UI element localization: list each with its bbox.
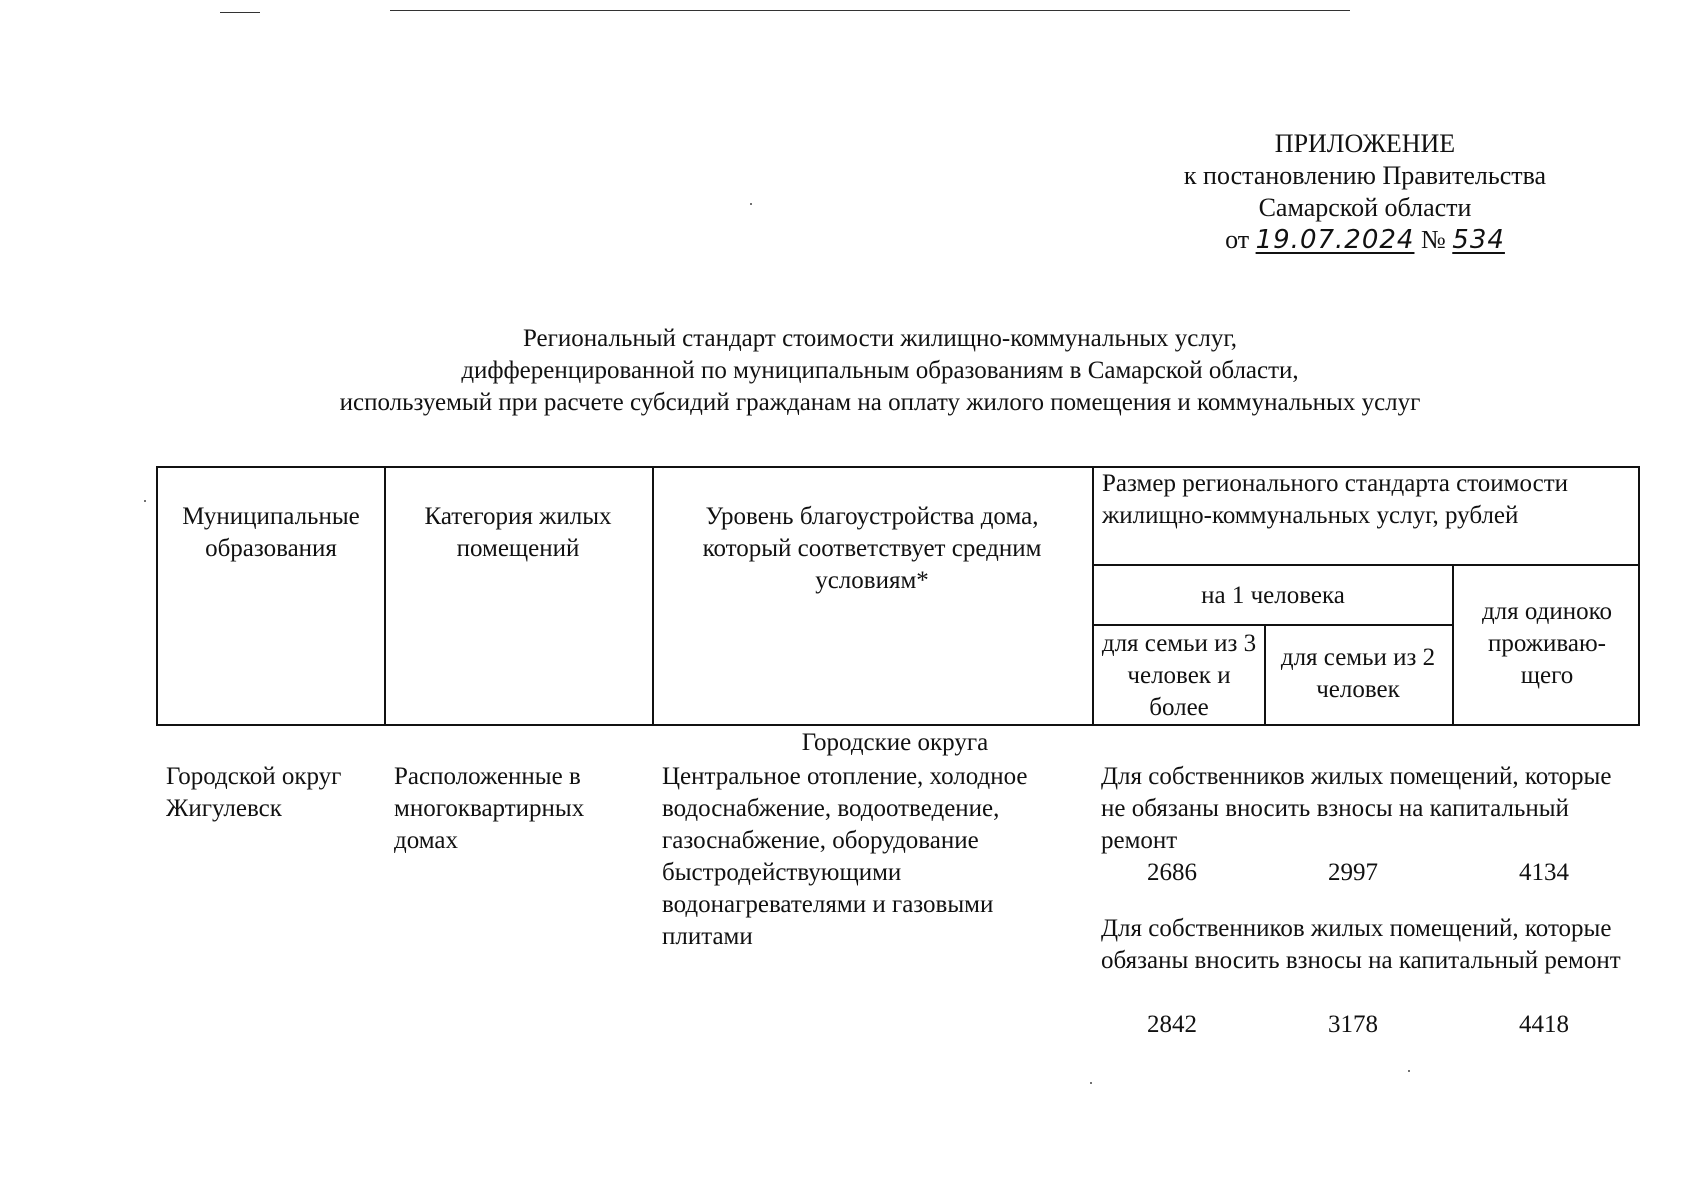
speck	[1408, 1070, 1410, 1072]
col-divider	[652, 468, 654, 726]
title-line-3: используемый при расчете субсидий гражданам на оплату жилого помещения и коммунальных услуг	[339, 389, 1421, 416]
title-line-2: дифференцированной по муниципальным образованиям в Самарской области,	[461, 357, 1299, 384]
scan-line-top-left	[220, 12, 260, 13]
speck	[1090, 1082, 1092, 1084]
header-family3: для семьи из 3 человек и более	[1101, 630, 1257, 721]
speck	[144, 500, 146, 502]
section-label: Городские округа	[801, 729, 989, 756]
table-header	[156, 466, 1640, 726]
row-divider	[1094, 564, 1640, 566]
value-g1-family2: 2997	[1328, 859, 1378, 886]
group-label-1: Для собственников жилых помещений, которые не обязаны вносить взносы на капитальный ремонт	[1101, 763, 1612, 854]
handwritten-number: 534	[1452, 225, 1505, 255]
annex-block	[1150, 128, 1580, 256]
header-single: для одиноко проживаю-щего	[1481, 598, 1613, 689]
value-g2-family3: 2842	[1147, 1011, 1197, 1038]
cell-level: Центральное отопление, холодное водоснабжение, водоотведение, газоснабжение, оборудование быстродействующими водонагревателями и газовыми плитами	[662, 763, 1028, 950]
annex-line2: к постановлению Правительства	[1183, 161, 1547, 190]
annex-label: ПРИЛОЖЕНИЕ	[1274, 129, 1456, 158]
value-g2-single: 4418	[1519, 1011, 1569, 1038]
header-size: Размер регионального стандарта стоимости жилищно-коммунальных услуг, рублей	[1102, 470, 1569, 529]
speck	[750, 203, 752, 205]
cell-category: Расположенные в многоквартирных домах	[394, 763, 585, 854]
document-title	[150, 323, 1610, 419]
date-prefix: от	[1225, 225, 1250, 254]
row-divider	[1094, 624, 1452, 626]
value-g1-single: 4134	[1519, 859, 1569, 886]
number-prefix: №	[1420, 225, 1446, 254]
handwritten-date: 19.07.2024	[1255, 225, 1415, 255]
annex-date-line	[1150, 224, 1580, 256]
header-per-person: на 1 человека	[1201, 582, 1345, 609]
annex-line3: Самарской области	[1258, 193, 1472, 222]
group-label-2: Для собственников жилых помещений, которые обязаны вносить взносы на капитальный ремонт	[1101, 915, 1621, 974]
col-divider	[1452, 564, 1454, 726]
col-divider	[1264, 624, 1266, 726]
col-divider	[384, 468, 386, 726]
scan-line-top	[390, 10, 1350, 11]
header-category: Категория жилых помещений	[424, 503, 612, 562]
cell-municipality: Городской округ Жигулевск	[166, 763, 342, 822]
header-municipalities: Муниципальные образования	[182, 503, 360, 562]
value-g1-family3: 2686	[1147, 859, 1197, 886]
header-family2: для семьи из 2 человек	[1280, 644, 1436, 703]
value-g2-family2: 3178	[1328, 1011, 1378, 1038]
title-line-1: Региональный стандарт стоимости жилищно-коммунальных услуг,	[522, 325, 1238, 352]
header-level: Уровень благоустройства дома, который соответствует средним условиям*	[702, 503, 1042, 594]
